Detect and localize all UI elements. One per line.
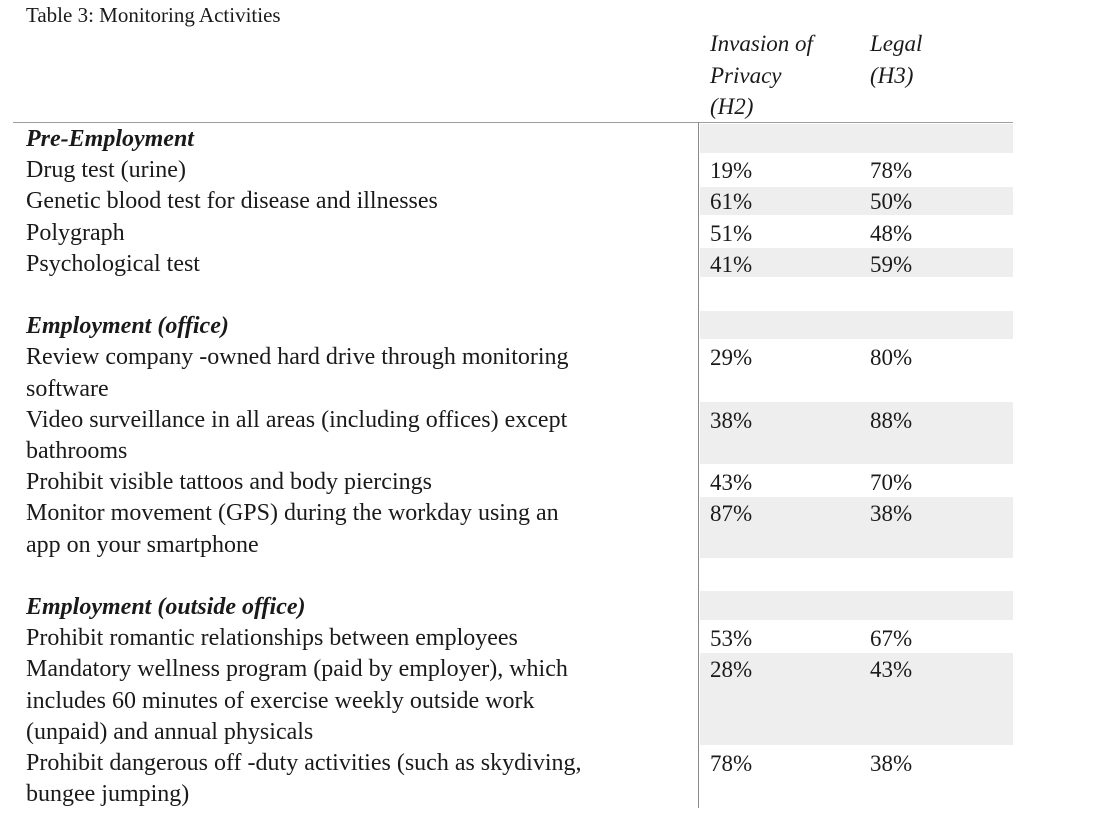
table-row — [0, 654, 1093, 748]
privacy-value: 43% — [710, 470, 753, 496]
legal-value: 50% — [870, 189, 913, 215]
row-label: Psychological test — [26, 250, 200, 277]
table-row — [0, 498, 1093, 560]
row-label: Prohibit dangerous off -duty activities (such as skydiving, bungee jumping) — [26, 750, 582, 808]
table-row — [0, 186, 1093, 217]
section-spacer — [0, 280, 1093, 311]
privacy-value: 61% — [710, 189, 753, 215]
privacy-value: 51% — [710, 220, 753, 246]
row-label: Genetic blood test for disease and illnesses — [26, 188, 438, 215]
section-title: Employment (outside office) — [26, 594, 306, 621]
legal-value: 78% — [870, 158, 913, 184]
legal-value: 38% — [870, 501, 913, 527]
privacy-value: 78% — [710, 751, 753, 777]
column-header-legal: Legal (H3) — [870, 31, 923, 88]
legal-value: 88% — [870, 407, 913, 433]
table-row — [0, 155, 1093, 186]
row-label: Video surveillance in all areas (including offices) except bathrooms — [26, 406, 568, 465]
header-rule — [13, 122, 1013, 123]
section-spacer — [0, 561, 1093, 592]
table-body — [0, 124, 1093, 810]
privacy-value: 19% — [710, 158, 753, 184]
privacy-value: 53% — [710, 626, 753, 652]
row-label: Mandatory wellness program (paid by employer), which includes 60 minutes of exercise weekly outside work (unpaid) and annual physicals — [26, 656, 568, 745]
privacy-value: 38% — [710, 407, 753, 433]
section-title: Pre-Employment — [26, 126, 194, 152]
privacy-value: 87% — [710, 501, 753, 527]
section-employment-office — [0, 311, 1093, 342]
legal-value: 59% — [870, 251, 913, 277]
legal-value: 70% — [870, 470, 913, 496]
table-row — [0, 405, 1093, 467]
row-label: Prohibit romantic relationships between employees — [26, 625, 518, 652]
row-label: Polygraph — [26, 219, 125, 246]
legal-value: 43% — [870, 657, 913, 683]
privacy-value: 29% — [710, 345, 753, 371]
table-row — [0, 342, 1093, 404]
row-label: Prohibit visible tattoos and body piercings — [26, 469, 432, 496]
table-row — [0, 249, 1093, 280]
section-pre-employment — [0, 124, 1093, 155]
row-label: Monitor movement (GPS) during the workday using an app on your smartphone — [26, 500, 559, 558]
table-row — [0, 218, 1093, 249]
table-row — [0, 467, 1093, 498]
legal-value: 80% — [870, 345, 913, 371]
table-row — [0, 623, 1093, 654]
section-title: Employment (office) — [26, 313, 229, 340]
table-caption: Table 3: Monitoring Activities — [26, 3, 281, 27]
row-label: Drug test (urine) — [26, 157, 186, 184]
legal-value: 48% — [870, 220, 913, 246]
table-row — [0, 748, 1093, 810]
legal-value: 67% — [870, 626, 913, 652]
row-label: Review company -owned hard drive through monitoring software — [26, 344, 569, 402]
column-header-invasion-of-privacy: Invasion of Privacy (H2) — [710, 31, 813, 119]
privacy-value: 28% — [710, 657, 753, 683]
section-employment-outside-office — [0, 592, 1093, 623]
privacy-value: 41% — [710, 251, 753, 277]
legal-value: 38% — [870, 751, 913, 777]
